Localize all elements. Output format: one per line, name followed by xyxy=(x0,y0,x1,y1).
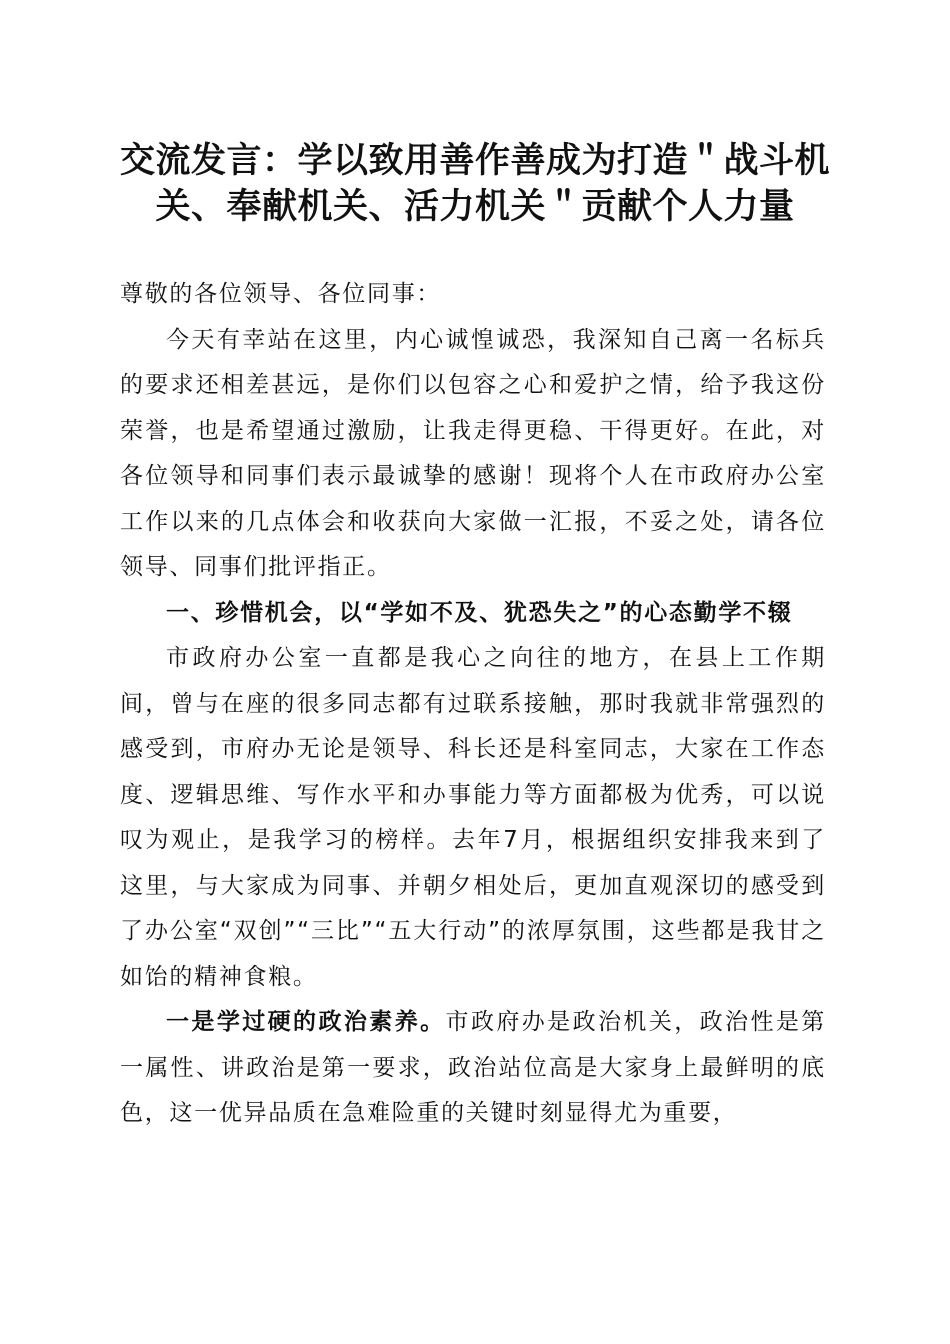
paragraph-political-literacy xyxy=(120,1000,826,1137)
paragraph-intro: 今天有幸站在这里，内心诚惶诚恐，我深知自己离一名标兵的要求还相差甚远，是你们以包容之心和爱护之情，给予我这份荣誉，也是希望通过激励，让我走得更稳、干得更好。在此，对各位领导和同事们表示最诚挚的感谢！现将个人在市政府办公室工作以来的几点体会和收获向大家做一汇报，不妥之处，请各位领导、同事们批评指正。 xyxy=(120,326,826,580)
document-body xyxy=(120,272,826,1137)
paragraph-body-text: 市政府办是政治机关，政治性是第一属性、讲政治是第一要求，政治站位高是大家身上最鲜明的底色，这一优异品质在急难险重的关键时刻显得尤为重要， xyxy=(120,1009,826,1126)
title-line-2: 关、奉献机关、活力机关＂贡献个人力量 xyxy=(155,186,795,227)
paragraph-lead-phrase: 一是学过硬的政治素养。 xyxy=(166,1009,446,1035)
title-line-1: 交流发言：学以致用善作善成为打造＂战斗机 xyxy=(119,140,830,181)
section-heading-1: 一、珍惜机会，以“学如不及、犹恐失之”的心态勤学不辍 xyxy=(166,599,793,626)
document-title xyxy=(110,138,840,230)
paragraph-section-1: 市政府办公室一直都是我心之向往的地方，在县上工作期间，曾与在座的很多同志都有过联系接触，那时我就非常强烈的感受到，市府办无论是领导、科长还是科室同志，大家在工作态度、逻辑思维、写作水平和办事能力等方面都极为优秀，可以说叹为观止，是我学习的榜样。去年7月，根据组织安排我来到了这里，与大家成为同事、并朝夕相处后，更加直观深切的感受到了办公室“双创”“三比”“五大行动”的浓厚氛围，这些都是我甘之如饴的精神食粮。 xyxy=(120,645,826,990)
salutation: 尊敬的各位领导、各位同事： xyxy=(120,281,442,307)
